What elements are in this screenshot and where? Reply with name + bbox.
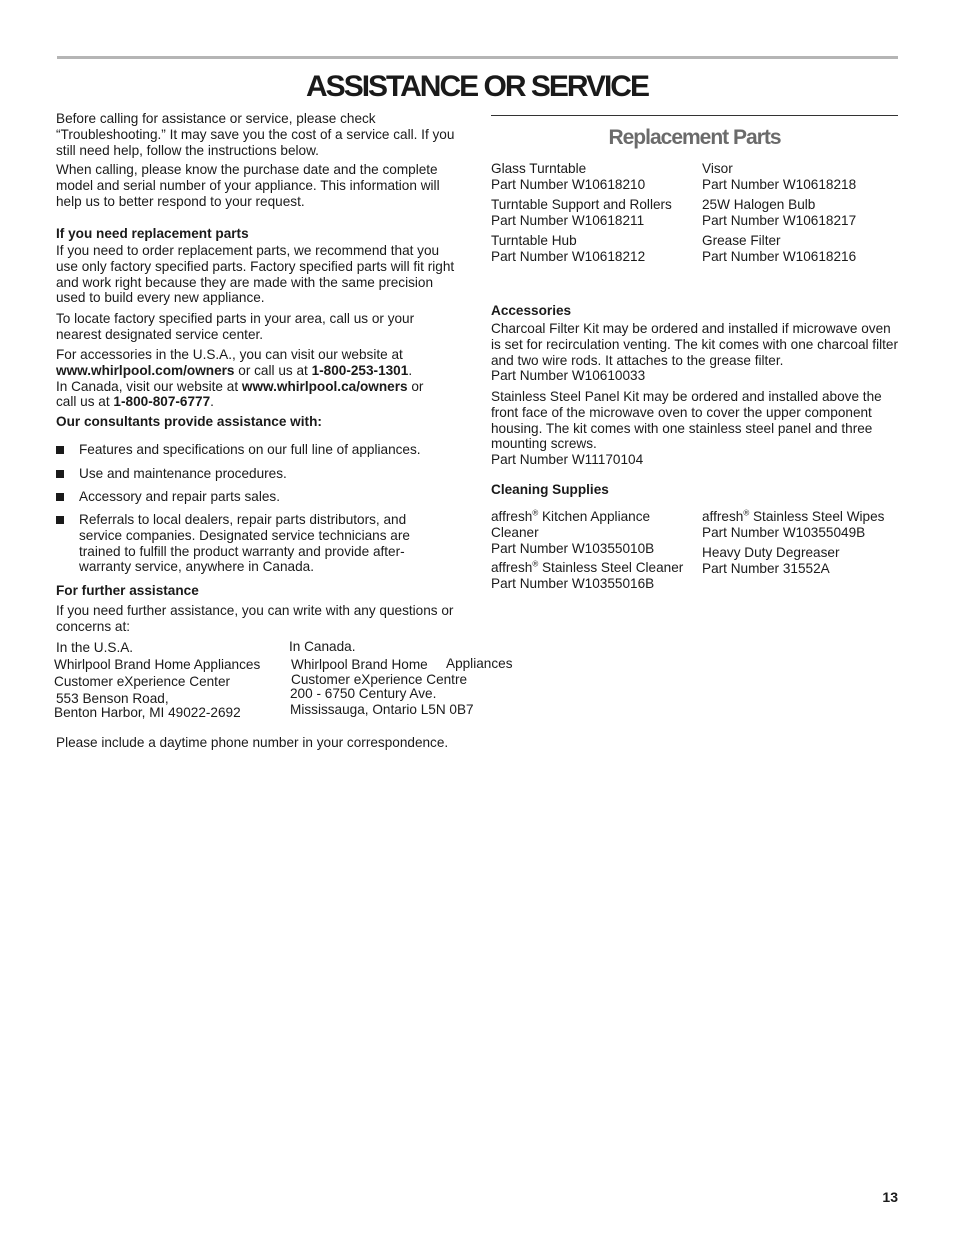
stainless-panel-kit — [491, 389, 898, 468]
cleaning-supplies-heading: Cleaning Supplies — [491, 482, 609, 497]
cleaning-item — [491, 560, 701, 592]
intro-paragraph-2: When calling, please know the purchase date and the complete model and serial number of your appliance. This information will help us to better respond to your request. — [56, 162, 440, 209]
bullet-item: Referrals to local dealers, repair parts distributors, and service companies. Designated service technicians are trained to fulfill the product warranty and provide after-warranty service, anywhere in Canada. — [79, 512, 410, 575]
us-period: . — [408, 362, 413, 378]
charcoal-filter-kit — [491, 321, 898, 384]
intro-paragraph-1: Before calling for assistance or service, please check “Troubleshooting.” It may save you the cost of a service call. If you still need help, follow the instructions below. — [56, 111, 455, 158]
registered-mark: ® — [532, 508, 539, 518]
replacement-paragraph-2: To locate factory specified parts in your area, call us or your nearest designated service center. — [56, 311, 415, 342]
bullet-icon — [56, 470, 64, 478]
top-rule — [57, 56, 898, 59]
registered-mark: ® — [743, 508, 750, 518]
product-name: Kitchen Appliance Cleaner — [491, 509, 651, 540]
canada-or-text: or — [407, 378, 424, 394]
us-call-text: or call us at — [234, 362, 312, 378]
page-title: ASSISTANCE OR SERVICE — [306, 70, 648, 103]
part-name: Turntable Hub — [491, 233, 577, 248]
canada-address-line: Appliances — [446, 656, 513, 671]
brand-name: affresh — [702, 509, 744, 524]
part-number: Part Number W10618218 — [702, 176, 857, 192]
cleaning-item-part: Part Number W10355016B — [491, 575, 655, 591]
part-number: Part Number W10618211 — [491, 212, 645, 228]
product-name: Stainless Steel Wipes — [749, 509, 885, 524]
part-name: Glass Turntable — [491, 161, 587, 176]
canada-address-line: Customer eXperience Centre — [291, 672, 468, 687]
usa-address-line: Whirlpool Brand Home Appliances — [54, 657, 261, 672]
charcoal-filter-description: Charcoal Filter Kit may be ordered and installed if microwave oven is set for recirculation venting. The kit comes with one charcoal filter and two wire rods. It attaches to the grease filter. — [491, 321, 898, 368]
bullet-icon — [56, 446, 64, 454]
canada-visit-text: In Canada, visit our website at — [56, 378, 242, 394]
accessories-heading: Accessories — [491, 303, 572, 318]
further-assistance-paragraph: If you need further assistance, you can write with any questions or concerns at: — [56, 603, 454, 634]
cleaning-item-part: Part Number W10355049B — [702, 524, 866, 540]
consultants-heading: Our consultants provide assistance with: — [56, 414, 322, 429]
replacement-parts-heading: If you need replacement parts — [56, 226, 249, 241]
cleaning-item-name — [491, 560, 701, 576]
charcoal-filter-part-number: Part Number W10610033 — [491, 368, 646, 384]
canada-call-text: call us at — [56, 394, 114, 410]
cleaning-item-name — [702, 509, 898, 525]
part-name: Visor — [702, 161, 733, 176]
bullet-item: Accessory and repair parts sales. — [79, 489, 280, 504]
part-item — [702, 233, 898, 265]
usa-address-label: In the U.S.A. — [56, 640, 134, 655]
us-website-link[interactable]: www.whirlpool.com/owners — [56, 362, 235, 378]
product-name: Stainless Steel Cleaner — [538, 560, 684, 575]
canada-address-label: In Canada. — [289, 639, 356, 654]
us-phone-number: 1-800-253-1301 — [311, 362, 409, 378]
part-number: Part Number W10618210 — [491, 176, 646, 192]
bullet-item: Features and specifications on our full line of appliances. — [79, 442, 421, 457]
part-number: Part Number W10618217 — [702, 212, 857, 228]
part-item — [491, 197, 696, 229]
part-item — [491, 233, 696, 265]
bullet-icon — [56, 516, 64, 524]
stainless-panel-part-number: Part Number W11170104 — [491, 452, 644, 468]
cleaning-item — [702, 545, 898, 577]
cleaning-item-name: Heavy Duty Degreaser — [702, 545, 840, 560]
brand-name: affresh — [491, 560, 533, 575]
part-number: Part Number W10618212 — [491, 248, 646, 264]
cleaning-item — [702, 509, 898, 541]
part-number: Part Number W10618216 — [702, 248, 857, 264]
usa-address-line: Benton Harbor, MI 49022-2692 — [54, 705, 241, 720]
part-name: Turntable Support and Rollers — [491, 197, 672, 212]
section-rule — [491, 115, 898, 116]
cleaning-item-part: Part Number 31552A — [702, 560, 830, 576]
bullet-item: Use and maintenance procedures. — [79, 466, 287, 481]
part-item — [491, 161, 696, 193]
canada-website-link[interactable]: www.whirlpool.ca/owners — [241, 378, 408, 394]
usa-address-line: Customer eXperience Center — [54, 674, 231, 689]
further-assistance-heading: For further assistance — [56, 583, 199, 598]
cleaning-item-part: Part Number W10355010B — [491, 540, 655, 556]
usa-address-line: 553 Benson Road, — [56, 691, 169, 706]
brand-name: affresh — [491, 509, 533, 524]
stainless-panel-description: Stainless Steel Panel Kit may be ordered and installed above the front face of the microwave oven to cover the upper component housing. The kit comes with one stainless steel panel and three mounting screws. — [491, 389, 882, 452]
canada-address-line: 200 - 6750 Century Ave. — [290, 686, 437, 701]
cleaning-item — [491, 509, 691, 556]
part-item — [702, 197, 898, 229]
cleaning-item-name — [491, 509, 691, 541]
accessories-us-paragraph — [56, 347, 461, 410]
canada-address-line: Whirlpool Brand Home — [291, 657, 428, 672]
canada-phone-number: 1-800-807-6777 — [113, 394, 211, 410]
bullet-icon — [56, 493, 64, 501]
replacement-paragraph-1: If you need to order replacement parts, we recommend that you use only factory specified parts. Factory specified parts will fit right and work right because they are made with the same precision used to build every new appliance. — [56, 243, 455, 306]
page-number: 13 — [882, 1189, 898, 1205]
replacement-parts-title: Replacement Parts — [608, 126, 781, 149]
canada-address-line: Mississauga, Ontario L5N 0B7 — [290, 702, 474, 717]
part-item — [702, 161, 898, 193]
part-name: 25W Halogen Bulb — [702, 197, 816, 212]
part-name: Grease Filter — [702, 233, 781, 248]
accessories-us-text: For accessories in the U.S.A., you can visit our website at — [56, 347, 403, 362]
daytime-phone-note: Please include a daytime phone number in your correspondence. — [56, 735, 449, 750]
registered-mark: ® — [532, 559, 539, 569]
canada-period: . — [210, 394, 214, 410]
